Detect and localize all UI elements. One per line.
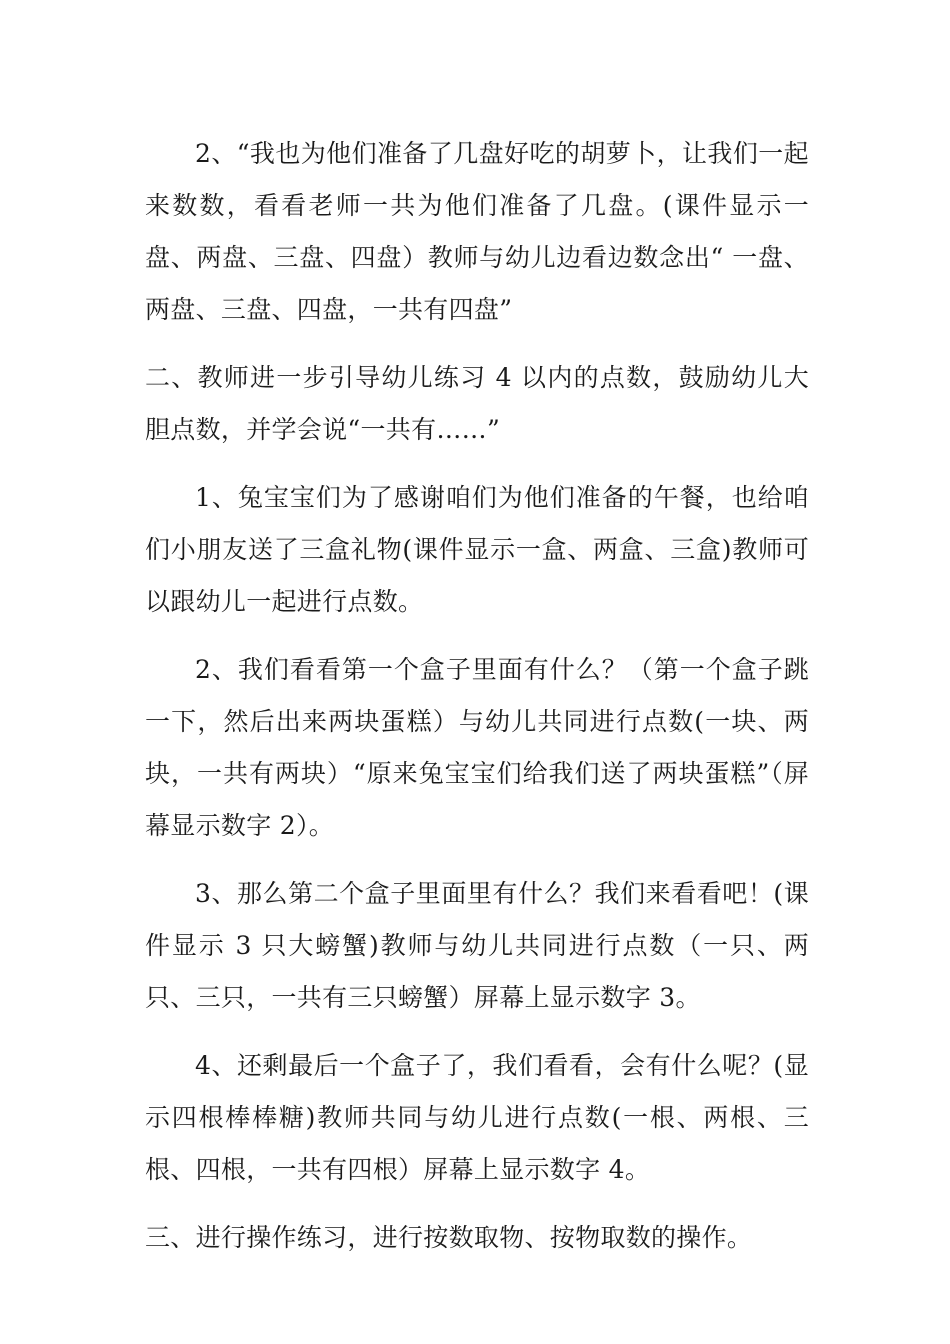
section-heading-three: 三、进行操作练习，进行按数取物、按物取数的操作。: [145, 1223, 753, 1252]
paragraph-step-2-carrots: 2、“我也为他们准备了几盘好吃的胡萝卜，让我们一起来数数，看看老师一共为他们准备了几盘。(课件显示一盘、两盘、三盘、四盘）教师与幼儿边看边数念出“ 一盘、两盘、三盘、四盘，一共有四盘”: [145, 139, 809, 324]
paragraph-step-4-lollipops: 4、还剩最后一个盒子了，我们看看，会有什么呢？(显示四根棒棒糖)教师共同与幼儿进行点数(一根、两根、三根、四根，一共有四根）屏幕上显示数字 4。: [145, 1051, 809, 1184]
paragraph-step-3-crabs: 3、那么第二个盒子里面里有什么？我们来看看吧！(课件显示 3 只大螃蟹)教师与幼儿共同进行点数（一只、两只、三只，一共有三只螃蟹）屏幕上显示数字 3。: [145, 879, 809, 1012]
paragraph-step-2-cakes: 2、我们看看第一个盒子里面有什么？（第一个盒子跳一下，然后出来两块蛋糕）与幼儿共同进行点数(一块、两块，一共有两块）“原来兔宝宝们给我们送了两块蛋糕”（屏幕显示数字 2）。: [145, 655, 809, 840]
section-heading-two: 二、教师进一步引导幼儿练习 4 以内的点数，鼓励幼儿大胆点数，并学会说“一共有……”: [145, 363, 809, 444]
document-body: [145, 128, 809, 1280]
paragraph-step-1-gift-boxes: 1、兔宝宝们为了感谢咱们为他们准备的午餐，也给咱们小朋友送了三盒礼物(课件显示一盒、两盒、三盒)教师可以跟幼儿一起进行点数。: [145, 483, 809, 616]
